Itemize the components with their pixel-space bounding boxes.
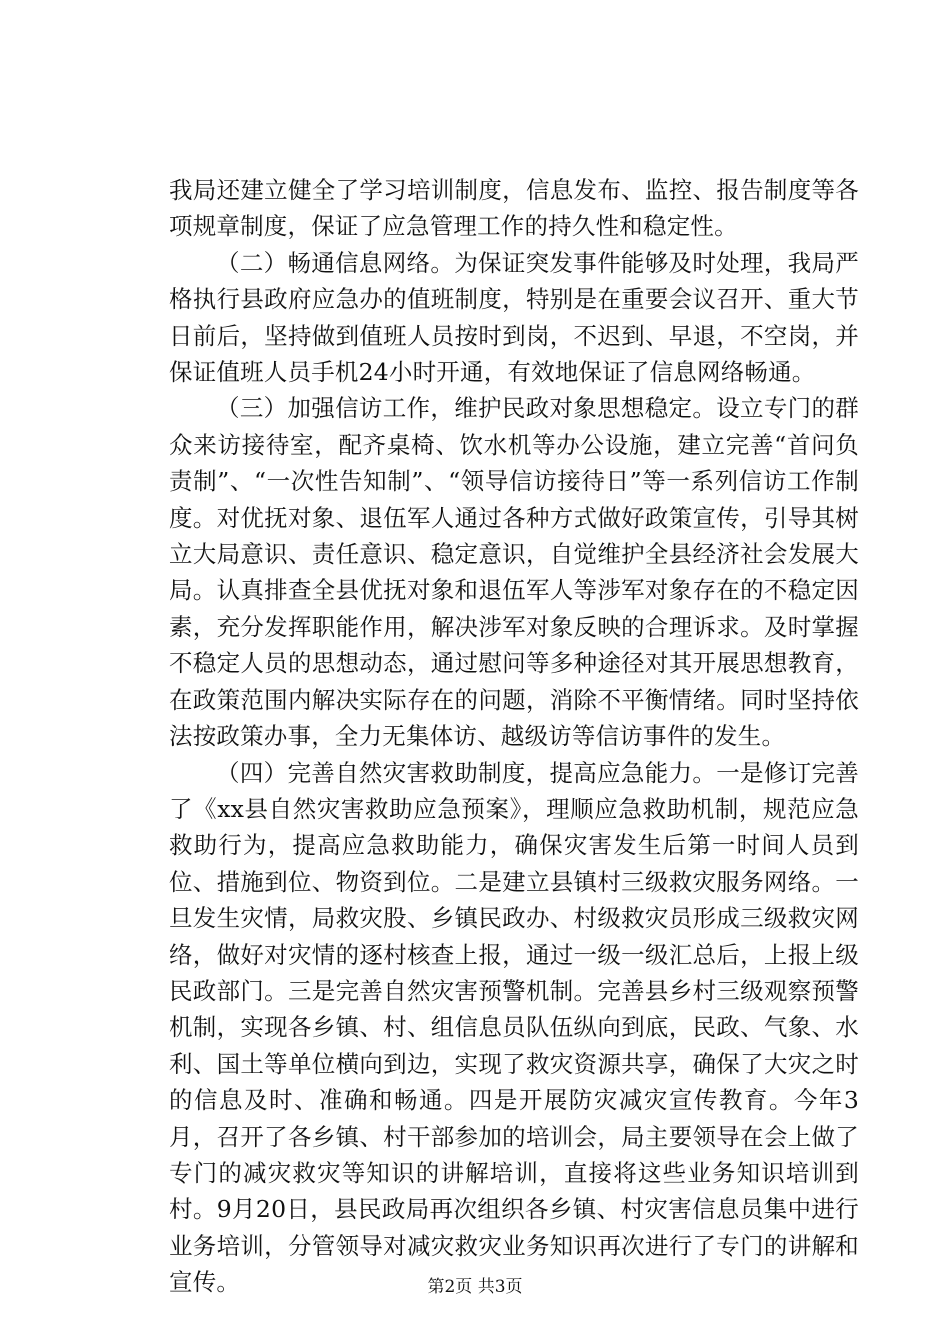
paragraph-section-2: （二）畅通信息网络。为保证突发事件能够及时处理，我局严格执行县政府应急办的值班制度，特别是在重要会议召开、重大节日前后，坚持做到值班人员按时到岗，不迟到、早退，不空岗，并保证值班人员手机24小时开通，有效地保证了信息网络畅通。: [169, 248, 859, 387]
paragraph-section-4: （四）完善自然灾害救助制度，提高应急能力。一是修订完善了《xx县自然灾害救助应急预案》，理顺应急救助机制，规范应急救助行为，提高应急救助能力，确保灾害发生后第一时间人员到位、措施到位、物资到位。二是建立县镇村三级救灾服务网络。一旦发生灾情，局救灾股、乡镇民政办、村级救灾员形成三级救灾网络，做好对灾情的逐村核查上报，通过一级一级汇总后，上报上级民政部门。三是完善自然灾害预警机制。完善县乡村三级观察预警机制，实现各乡镇、村、组信息员队伍纵向到底，民政、气象、水利、国土等单位横向到边，实现了救灾资源共享，确保了大灾之时的信息及时、准确和畅通。四是开展防灾减灾宣传教育。今年3月，召开了各乡镇、村干部参加的培训会，局主要领导在会上做了专门的减灾救灾等知识的讲解培训，直接将这些业务知识培训到村。9月20日，县民政局再次组织各乡镇、村灾害信息员集中进行业务培训，分管领导对减灾救灾业务知识再次进行了专门的讲解和宣传。: [169, 758, 859, 1297]
page-footer: 第2页 共3页: [427, 1277, 523, 1297]
paragraph-continuation: 我局还建立健全了学习培训制度，信息发布、监控、报告制度等各项规章制度，保证了应急管理工作的持久性和稳定性。: [169, 176, 859, 241]
paragraph-section-3: （三）加强信访工作，维护民政对象思想稳定。设立专门的群众来访接待室，配齐桌椅、饮水机等办公设施，建立完善“首问负责制”、“一次性告知制”、“领导信访接待日”等一系列信访工作制度。对优抚对象、退伍军人通过各种方式做好政策宣传，引导其树立大局意识、责任意识、稳定意识，自觉维护全县经济社会发展大局。认真排查全县优抚对象和退伍军人等涉军对象存在的不稳定因素，充分发挥职能作用，解决涉军对象反映的合理诉求。及时掌握不稳定人员的思想动态，通过慰问等多种途径对其开展思想教育，在政策范围内解决实际存在的问题，消除不平衡情绪。同时坚持依法按政策办事，全力无集体访、越级访等信访事件的发生。: [169, 394, 859, 751]
document-body: [169, 172, 859, 1301]
